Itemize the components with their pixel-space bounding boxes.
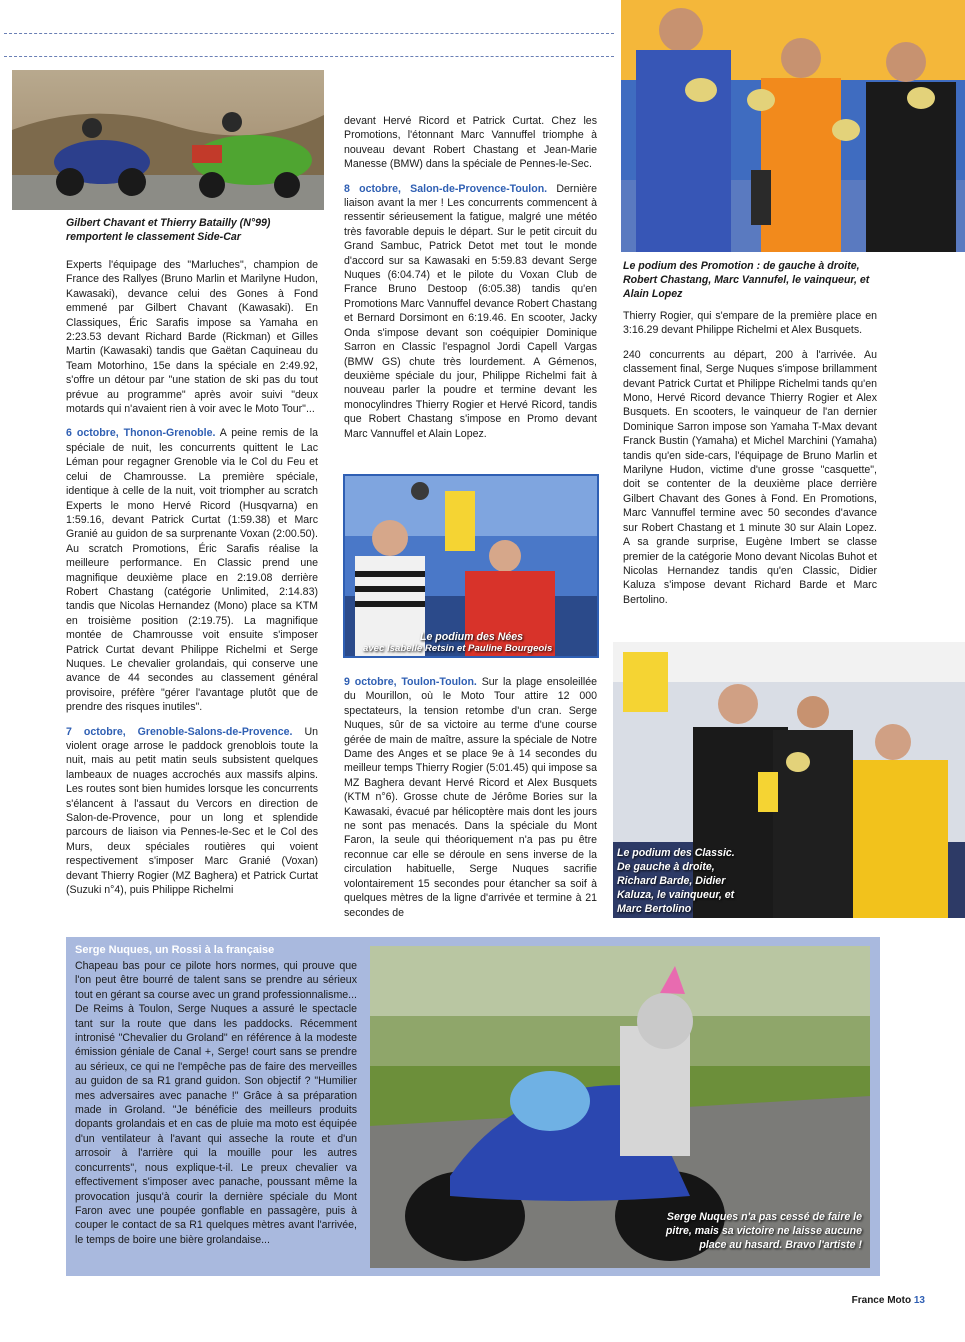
col1-paragraph-3: 7 octobre, Grenoble-Salons-de-Provence. Un violent orage arrose le paddock grenoblois toute la nuit, mais au petit matin seuls subsistent quelques lambeaux de nuages accrochés aux massifs alpins. Les routes sont bien humides lorsque les concurrents s'élancent à l'assaut du Vercors en direction de Salon-de-Provence, pour un long et splendide parcours de liaison via Pennes-le-Sec et le Col des Murs, deux spéciales routières qui voient respectivement s'imposer Marc Granié (Voxan) devant Thierry Rogier (MZ Baghera) et Patrick Curtat (Suzuki n°4), puis Philippe Richelmi — [66, 725, 318, 897]
podium-promotion-caption: Le podium des Promotion : de gauche à droite, Robert Chastang, Marc Vannufel, le vainqueur, et Alain Lopez — [623, 260, 870, 300]
top-rule-2 — [4, 56, 614, 57]
sidebar-box-title: Serge Nuques, un Rossi à la française — [75, 944, 275, 956]
racer-photo-caption: Serge Nuques n'a pas cessé de faire le pitre, mais sa victoire ne laisse aucune place au hasard. Bravo l'artiste ! — [665, 1211, 862, 1251]
col3-paragraph-1: Thierry Rogier, qui s'empare de la première place en 3:16.29 devant Philippe Richelmi et Alex Busquets. — [623, 310, 877, 337]
col3-paragraph-2: 240 concurrents au départ, 200 à l'arrivée. Au classement final, Serge Nuques s'impose brillamment devant Patrick Curtat et Philippe Richelmi tands qu'en Mono, Hervé Ricord devance Thierry Rogier et Alex Busquets. En scooters, le vainqueur de l'an dernier Dominique Sarron impose son Yamaha T-Max devant Franck Bustin (Yamaha) et Michel Marchini (Yamaha) tandis qu'en side-cars, l'équipage de Bruno Marlin et Marilyne Hudon, victime d'une grosse "casquette", doit se contenter de la deuxième place derrière Gilbert Chavant des Gones à Fond. En Promotions, Marc Vannuffel termine avec 50 secondes d'avance sur Robert Chastang et 1 minute 30 sur Alain Lopez. A sa grande surprise, Eugène Imbert se classe premier de la catégorie Mono devant Nicolas Buhot et Nicolas Hernandez tandis qu'en Classic, Didier Kaluza s'impose devant Richard Barde et Marc Bertolino. — [623, 348, 877, 606]
article-column-2-bottom — [344, 675, 597, 930]
article-column-1 — [66, 258, 318, 907]
article-column-2 — [344, 114, 597, 451]
col1-paragraph-1: Experts l'équipage des "Marluches", champion de France des Rallyes (Bruno Marlin et Marilyne Hudon, Kawasaki), devance celui des Gones à Fond emmené par Gilbert Chavant (Kawasaki). En Classiques, Éric Sarafis impose sa Yamaha en 2:23.53 devant Richard Barde (Rickman) et Gilles Martin (Kawasaki) tandis que Gaëtan Caquineau du Team Motorhino, 15e dans la spéciale en 2:49.92, s'offre un détour par "une station de ski pas du tout prévue au programme" après avoir suivi "deux motards qui n'avaient rien à voir avec le Moto Tour"... — [66, 259, 318, 416]
col2-paragraph-3: 9 octobre, Toulon-Toulon. Sur la plage ensoleillée du Mourillon, où le Moto Tour attire 12 000 spectateurs, la tension retombe d'un cran. Serge Nuques, sûr de sa victoire au terme d'une course gérée de main de maître, assure la spéciale de Notre Dame des Anges et se place 9e à 14 secondes du meilleur temps Thierry Rogier (5:01.45) qui impose sa MZ Baghera devant Hervé Ricord et Alex Busquets (KTM n°6). Grosse chute de Jérôme Bories sur la Kawasaki, évacué par hélicoptère mais dont les jours ne sont pas menacés. Dans la spéciale du Mont Faron, la seule qui théoriquement n'a pas pu être reconnue car elle se déroule en sens inverse de la circulation habituelle, Serge Nuques sacrifie volontairement 15 secondes pour étancher sa soif à quelques mètres de la ligne d'arrivée et termine à 21 secondes de — [344, 676, 597, 919]
date-9-octobre: 9 octobre, Toulon-Toulon. — [344, 676, 477, 688]
podium-nees-caption-2: avec Isabelle Retsin et Pauline Bourgeois — [363, 643, 553, 654]
date-6-octobre: 6 octobre, Thonon-Grenoble. — [66, 427, 216, 440]
sidecar-caption: Gilbert Chavant et Thierry Batailly (N°99) remportent le classement Side-Car — [66, 217, 271, 243]
podium-nees-caption-1: Le podium des Nées — [420, 631, 524, 643]
podium-nees-photo — [343, 474, 599, 658]
magazine-name: France Moto — [851, 1295, 912, 1306]
date-7-octobre: 7 octobre, Grenoble-Salons-de-Provence. — [66, 725, 293, 738]
article-column-3 — [623, 309, 877, 617]
col1-paragraph-2: 6 octobre, Thonon-Grenoble. A peine remis de la spéciale de nuit, les concurrents quittent le Lac Léman pour regagner Grenoble via le Col du Feu et celui de Chamrousse. La première spéciale, identique à celle de la nuit, voit triompher au scratch Experts le mono Hervé Ricord (Husqvarna) en 1:59.16, devant Patrick Curtat (1:59.38) et Marc Granié au guidon de sa surprenante Voxan (2:00.50). Au scratch Promotions, Éric Sarafis réalise la meilleure performance. En Classic prend une magnifique deuxième place en 2:19.08 derrière Robert Chastang (catégorie Unlimited, 2:14.83) tandis que Nicolas Hernandez (Mono) place sa KTM en troisième position (2:19.75). La magnifique montée de Chamrousse voit ensuite s'imposer Patrick Curtat devant Philippe Richelmi et Serge Nuques. Le chevalier grolandais, qui conserve une avance de 44 secondes au classement général provisoire, préfère "gérer l'avantage plutôt que de prendre des risques inutiles". — [66, 427, 318, 714]
page-footer — [852, 1295, 925, 1306]
col2-paragraph-2: 8 octobre, Salon-de-Provence-Toulon. Dernière liaison avant la mer ! Les concurrents commencent à ressentir sérieusement la fatigue, malgré une météo très favorable depuis le départ. Sur le petit circuit du Grand Sambuc, Patrick Detot met tout le monde d'accord sur sa Kawasaki en 5:59.83 devant Serge Nuques (6:04.74) et le pilote du Voxan Club de France Bruno Destoop (6:05.38) tandis qu'en Promotions Marc Vannuffel devance Robert Chastang et Bernard Dorsimont en 6:19.46. En scooter, Jacky Onda s'impose devant son coéquipier Dominique Sarron en Classic l'espagnol Jordi Capell Vargas (BMW GS) chute très lourdement. A Gémenos, deuxième spéciale du jour, Philippe Richelmi fait à nouveau parler la poudre et termine devant les monocylindres Thierry Rogier et Hervé Ricord, tandis que Robert Chastang s'impose en Promo devant Marc Vannuffel et Alain Lopez. — [344, 182, 597, 440]
podium-classic-caption: Le podium des Classic. De gauche à droite, Richard Barde, Didier Kaluza, le vainqueur, et Marc Bertolino — [617, 847, 735, 915]
racer-photo — [370, 946, 870, 1268]
podium-classic-photo — [613, 642, 965, 918]
top-rule — [4, 33, 614, 34]
page-number: 13 — [913, 1295, 925, 1306]
podium-promotion-photo — [621, 0, 965, 252]
sidebar-box-text: Chapeau bas pour ce pilote hors normes, qui prouve que l'on peut être bourré de talent sans se prendre au sérieux tout en gérant sa course avec un grand professionnalisme... De Reims à Toulon, Serge Nuques a assuré le spectacle tant sur la route que dans les paddocks. Récemment intronisé "Chevalier du Groland" en référence à la modeste émission géniale de Canal +, Serge! court sans se prendre au sérieux, ce qui ne l'empêche pas de faire des merveilles au guidon de sa R1 grand guidon. Son objectif ? "Humilier mes adversaires avec panache !" Grâce à sa préparation made in Groland. "Je bénéficie des meilleurs produits dopants grolandais et en cas de pluie ma moto est équipée d'un ventilateur à l'avant qui asseche la route et d'un arrosoir à l'arrière qui la mouille pour les autres concurrents", nous explique-t-il. Le preux chevalier va effectivement s'imposer avec panache, poussant même la provocation jusqu'à courir la dernière spéciale du Mont Faron avec une poupée gonflable en passagère, puis à couper le contact de sa R1 quelques mètres avant l'arrivée, le temps de boire une bière grolandaise... — [75, 960, 357, 1246]
col2-paragraph-1: devant Hervé Ricord et Patrick Curtat. Chez les Promotions, l'étonnant Marc Vannuffel triomphe à nouveau devant Robert Chastang et Jean-Marie Manesse (BMW) dans la spéciale de Pennes-le-Sec. — [344, 115, 597, 171]
sidecar-photo — [12, 70, 324, 210]
date-8-octobre: 8 octobre, Salon-de-Provence-Toulon. — [344, 182, 548, 195]
